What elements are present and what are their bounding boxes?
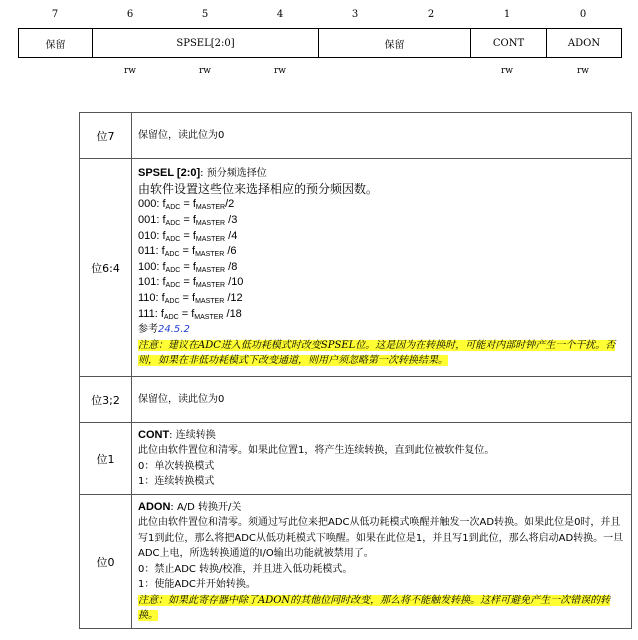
bit-number-row [18,9,622,21]
access-label: rw [500,66,514,76]
option-line: 0：禁止ADC 转换/校准，并且进入低功耗模式。 [138,563,353,575]
field-desc: 此位由软件置位和清零。须通过写此位来把ADC从低功耗模式唤醒并触发一次AD转换。如果此位是0时，并且写1到此位，那么将把ADC从低功耗模式下唤醒。如果在此位是1，并且写1到此位，那么将启动AD转换。一旦ADC上电，所选转换通道的I/O输出功能就被禁用了。 [138,517,624,559]
field-name: SPSEL [2:0] [138,167,201,180]
bit-description: 保留位，读此位为0 [132,113,632,159]
field-name: CONT [138,428,170,441]
table-row [80,495,632,629]
option-line: 1：连续转换模式 [138,476,215,487]
bit-label: 位6:4 [80,159,132,377]
field-summary: : 预分频选择位 [200,168,267,180]
option-line: 1：使能ADC并开始转换。 [138,579,256,590]
prescaler-option: 100: $f_{ADC} = f_{MASTER}$ /8 [138,260,238,274]
field-intro: 由软件设置这些位来选择相应的预分频因数。 [138,181,379,196]
bit-number: 7 [51,9,59,20]
table-row [80,159,632,377]
reference-link[interactable]: 24.5.2 [158,324,190,336]
bit-number: 0 [579,9,587,20]
prescaler-option: 001: $f_{ADC} = f_{MASTER}$ /3 [138,213,238,227]
option-line: 0：单次转换模式 [138,460,215,472]
prescaler-option: 010: $f_{ADC} = f_{MASTER}$ /4 [138,229,238,243]
bit-description [132,495,632,629]
bit-number: 5 [201,9,209,20]
reference: 参考24.5.2 [138,324,190,336]
bit-description-table [79,112,632,629]
field-reserved-3-2: 保留 [318,29,470,57]
prescaler-option: 000: $f_{ADC} = f_{MASTER}/2$ [138,198,235,212]
table-row [80,423,632,495]
access-label: rw [273,66,287,76]
table-row [80,113,632,159]
bit-number: 6 [126,9,134,20]
highlighted-note: 注意：如果此寄存器中除了ADON的其他位同时改变，那么将不能触发转换。这样可避免产生一次错误的转换。 [138,594,611,621]
prescaler-option: 110: $f_{ADC} = f_{MASTER}$ /12 [138,291,243,305]
bit-description [132,159,632,377]
access-label: rw [198,66,212,76]
bit-label: 位7 [80,113,132,159]
access-label: rw [123,66,137,76]
prescaler-option: 011: $f_{ADC} = f_{MASTER}$ /6 [138,245,237,259]
bit-label: 位3;2 [80,377,132,423]
bit-description [132,423,632,495]
bit-number: 4 [276,9,284,20]
bit-description: 保留位，读此位为0 [132,377,632,423]
prescaler-option: 101: $f_{ADC} = f_{MASTER}$ /10 [138,276,244,290]
bit-label: 位1 [80,423,132,495]
highlighted-note: 注意：建议在ADC进入低功耗模式时改变SPSEL位。这是因为在转换时，可能对内部时钟产生一个干扰。否则，如果在非低功耗模式下改变通道，则用户须忽略第一次转换结果。 [138,339,616,367]
table-row [80,377,632,423]
field-adon: ADON [546,29,621,57]
field-desc: 此位由软件置位和清零。如果此位置1，将产生连续转换，直到此位被软件复位。 [138,445,495,456]
access-row [18,66,622,78]
field-name: ADON [138,500,171,513]
access-label: rw [576,66,590,76]
prescaler-option: 111: $f_{ADC} = f_{MASTER}$ /18 [138,307,242,321]
field-spsel: SPSEL[2:0] [92,29,318,57]
field-summary: : 连续转换 [169,429,216,441]
register-field-bar [18,28,622,58]
bit-number: 3 [351,9,359,20]
field-summary: : A/D 转换开/关 [170,501,242,513]
bit-number: 1 [503,9,511,20]
bit-label: 位0 [80,495,132,629]
field-cont: CONT [470,29,546,57]
bit-number: 2 [427,9,435,20]
field-reserved-7: 保留 [45,39,66,51]
